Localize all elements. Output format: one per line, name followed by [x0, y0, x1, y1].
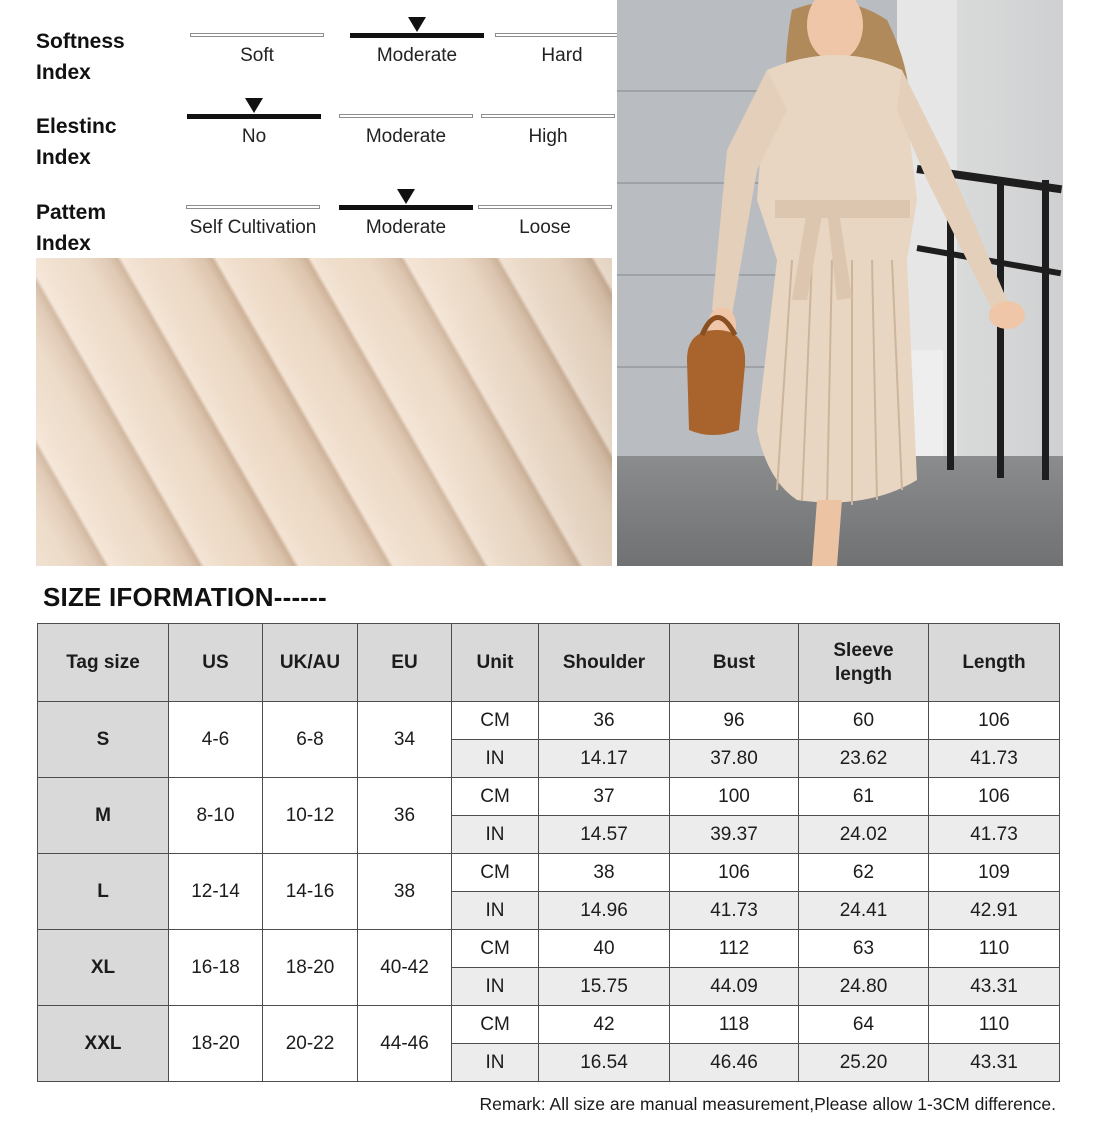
- measurement-cell: 42: [539, 1006, 670, 1044]
- index-scale-bar: [187, 114, 321, 119]
- index-option-label: Loose: [519, 217, 571, 238]
- index-scale-bar: [478, 205, 612, 209]
- index-option-label: Soft: [240, 45, 274, 66]
- eu-size-cell: 44-46: [358, 1006, 452, 1082]
- uk-au-size-cell: 6-8: [263, 702, 358, 778]
- measurement-cell: 110: [929, 930, 1060, 968]
- size-remark: Remark: All size are manual measurement,Please allow 1-3CM difference.: [479, 1094, 1056, 1114]
- measurement-cell: 24.02: [799, 816, 929, 854]
- measurement-cell: 43.31: [929, 968, 1060, 1006]
- index-label: [36, 197, 176, 259]
- measurement-cell: 110: [929, 1006, 1060, 1044]
- us-size-cell: 18-20: [169, 1006, 263, 1082]
- measurement-cell: 63: [799, 930, 929, 968]
- unit-cell: CM: [452, 1006, 539, 1044]
- measurement-cell: 40: [539, 930, 670, 968]
- eu-size-cell: 38: [358, 854, 452, 930]
- index-label-line2: Index: [36, 61, 91, 84]
- measurement-cell: 106: [929, 778, 1060, 816]
- measurement-cell: 46.46: [670, 1044, 799, 1082]
- tag-size-cell: M: [38, 778, 169, 854]
- measurement-cell: 112: [670, 930, 799, 968]
- measurement-cell: 37.80: [670, 740, 799, 778]
- eu-size-cell: 34: [358, 702, 452, 778]
- index-option-label: Moderate: [376, 45, 458, 66]
- uk-au-size-cell: 18-20: [263, 930, 358, 1006]
- unit-cell: CM: [452, 702, 539, 740]
- us-size-cell: 16-18: [169, 930, 263, 1006]
- column-header: Bust: [670, 624, 799, 702]
- index-option-label: Self Cultivation: [189, 217, 317, 238]
- unit-cell: IN: [452, 740, 539, 778]
- measurement-cell: 14.96: [539, 892, 670, 930]
- column-header: Length: [929, 624, 1060, 702]
- us-size-cell: 8-10: [169, 778, 263, 854]
- unit-cell: IN: [452, 1044, 539, 1082]
- measurement-cell: 61: [799, 778, 929, 816]
- index-scale-bar: [186, 205, 320, 209]
- measurement-cell: 62: [799, 854, 929, 892]
- column-header: UK/AU: [263, 624, 358, 702]
- uk-au-size-cell: 10-12: [263, 778, 358, 854]
- index-scale-bar: [190, 33, 324, 37]
- selected-marker-icon: [408, 17, 426, 32]
- column-header: EU: [358, 624, 452, 702]
- index-label-line1: Softness: [36, 30, 125, 53]
- unit-cell: CM: [452, 854, 539, 892]
- index-label-line1: Elestinc: [36, 115, 117, 138]
- measurement-cell: 36: [539, 702, 670, 740]
- tag-size-cell: L: [38, 854, 169, 930]
- uk-au-size-cell: 14-16: [263, 854, 358, 930]
- tag-size-cell: S: [38, 702, 169, 778]
- measurement-cell: 106: [929, 702, 1060, 740]
- unit-cell: IN: [452, 968, 539, 1006]
- measurement-cell: 64: [799, 1006, 929, 1044]
- index-scale-bar: [339, 114, 473, 118]
- index-scale-bar: [481, 114, 615, 118]
- size-chart-table: [37, 623, 1060, 1082]
- column-header: US: [169, 624, 263, 702]
- column-header: Tag size: [38, 624, 169, 702]
- size-info-heading: SIZE IFORMATION------: [43, 582, 327, 612]
- index-scale-bar: [495, 33, 629, 37]
- measurement-cell: 109: [929, 854, 1060, 892]
- measurement-cell: 16.54: [539, 1044, 670, 1082]
- index-option-label: No: [241, 126, 267, 147]
- measurement-cell: 118: [670, 1006, 799, 1044]
- measurement-cell: 24.80: [799, 968, 929, 1006]
- table-header-row: [38, 624, 1060, 702]
- index-label-line2: Index: [36, 146, 91, 169]
- index-label-line2: Index: [36, 232, 91, 255]
- table-row: [38, 1006, 1060, 1044]
- measurement-cell: 96: [670, 702, 799, 740]
- column-header: Shoulder: [539, 624, 670, 702]
- measurement-cell: 41.73: [929, 816, 1060, 854]
- unit-cell: CM: [452, 930, 539, 968]
- index-option-label: High: [528, 126, 568, 147]
- table-row: [38, 778, 1060, 816]
- measurement-cell: 38: [539, 854, 670, 892]
- measurement-cell: 41.73: [670, 892, 799, 930]
- table-row: [38, 930, 1060, 968]
- table-row: [38, 854, 1060, 892]
- index-label: [36, 26, 176, 88]
- index-option-label: Hard: [541, 45, 583, 66]
- index-label-line1: Pattem: [36, 201, 107, 224]
- index-scale-bar: [339, 205, 473, 210]
- uk-au-size-cell: 20-22: [263, 1006, 358, 1082]
- us-size-cell: 4-6: [169, 702, 263, 778]
- measurement-cell: 14.17: [539, 740, 670, 778]
- unit-cell: IN: [452, 892, 539, 930]
- measurement-cell: 24.41: [799, 892, 929, 930]
- measurement-cell: 37: [539, 778, 670, 816]
- model-photo: [617, 0, 1063, 566]
- eu-size-cell: 36: [358, 778, 452, 854]
- measurement-cell: 60: [799, 702, 929, 740]
- index-option-label: Moderate: [365, 126, 447, 147]
- column-header: Sleeve length: [799, 624, 929, 702]
- index-label: [36, 111, 176, 173]
- index-scale-bar: [350, 33, 484, 38]
- column-header: Unit: [452, 624, 539, 702]
- measurement-cell: 15.75: [539, 968, 670, 1006]
- tag-size-cell: XXL: [38, 1006, 169, 1082]
- eu-size-cell: 40-42: [358, 930, 452, 1006]
- us-size-cell: 12-14: [169, 854, 263, 930]
- measurement-cell: 23.62: [799, 740, 929, 778]
- table-row: [38, 702, 1060, 740]
- selected-marker-icon: [245, 98, 263, 113]
- measurement-cell: 41.73: [929, 740, 1060, 778]
- selected-marker-icon: [397, 189, 415, 204]
- measurement-cell: 100: [670, 778, 799, 816]
- measurement-cell: 43.31: [929, 1044, 1060, 1082]
- measurement-cell: 106: [670, 854, 799, 892]
- measurement-cell: 42.91: [929, 892, 1060, 930]
- fabric-swatch-image: [36, 258, 612, 566]
- unit-cell: IN: [452, 816, 539, 854]
- measurement-cell: 39.37: [670, 816, 799, 854]
- model-figure: [617, 0, 1063, 566]
- measurement-cell: 44.09: [670, 968, 799, 1006]
- measurement-cell: 25.20: [799, 1044, 929, 1082]
- index-option-label: Moderate: [365, 217, 447, 238]
- tag-size-cell: XL: [38, 930, 169, 1006]
- measurement-cell: 14.57: [539, 816, 670, 854]
- unit-cell: CM: [452, 778, 539, 816]
